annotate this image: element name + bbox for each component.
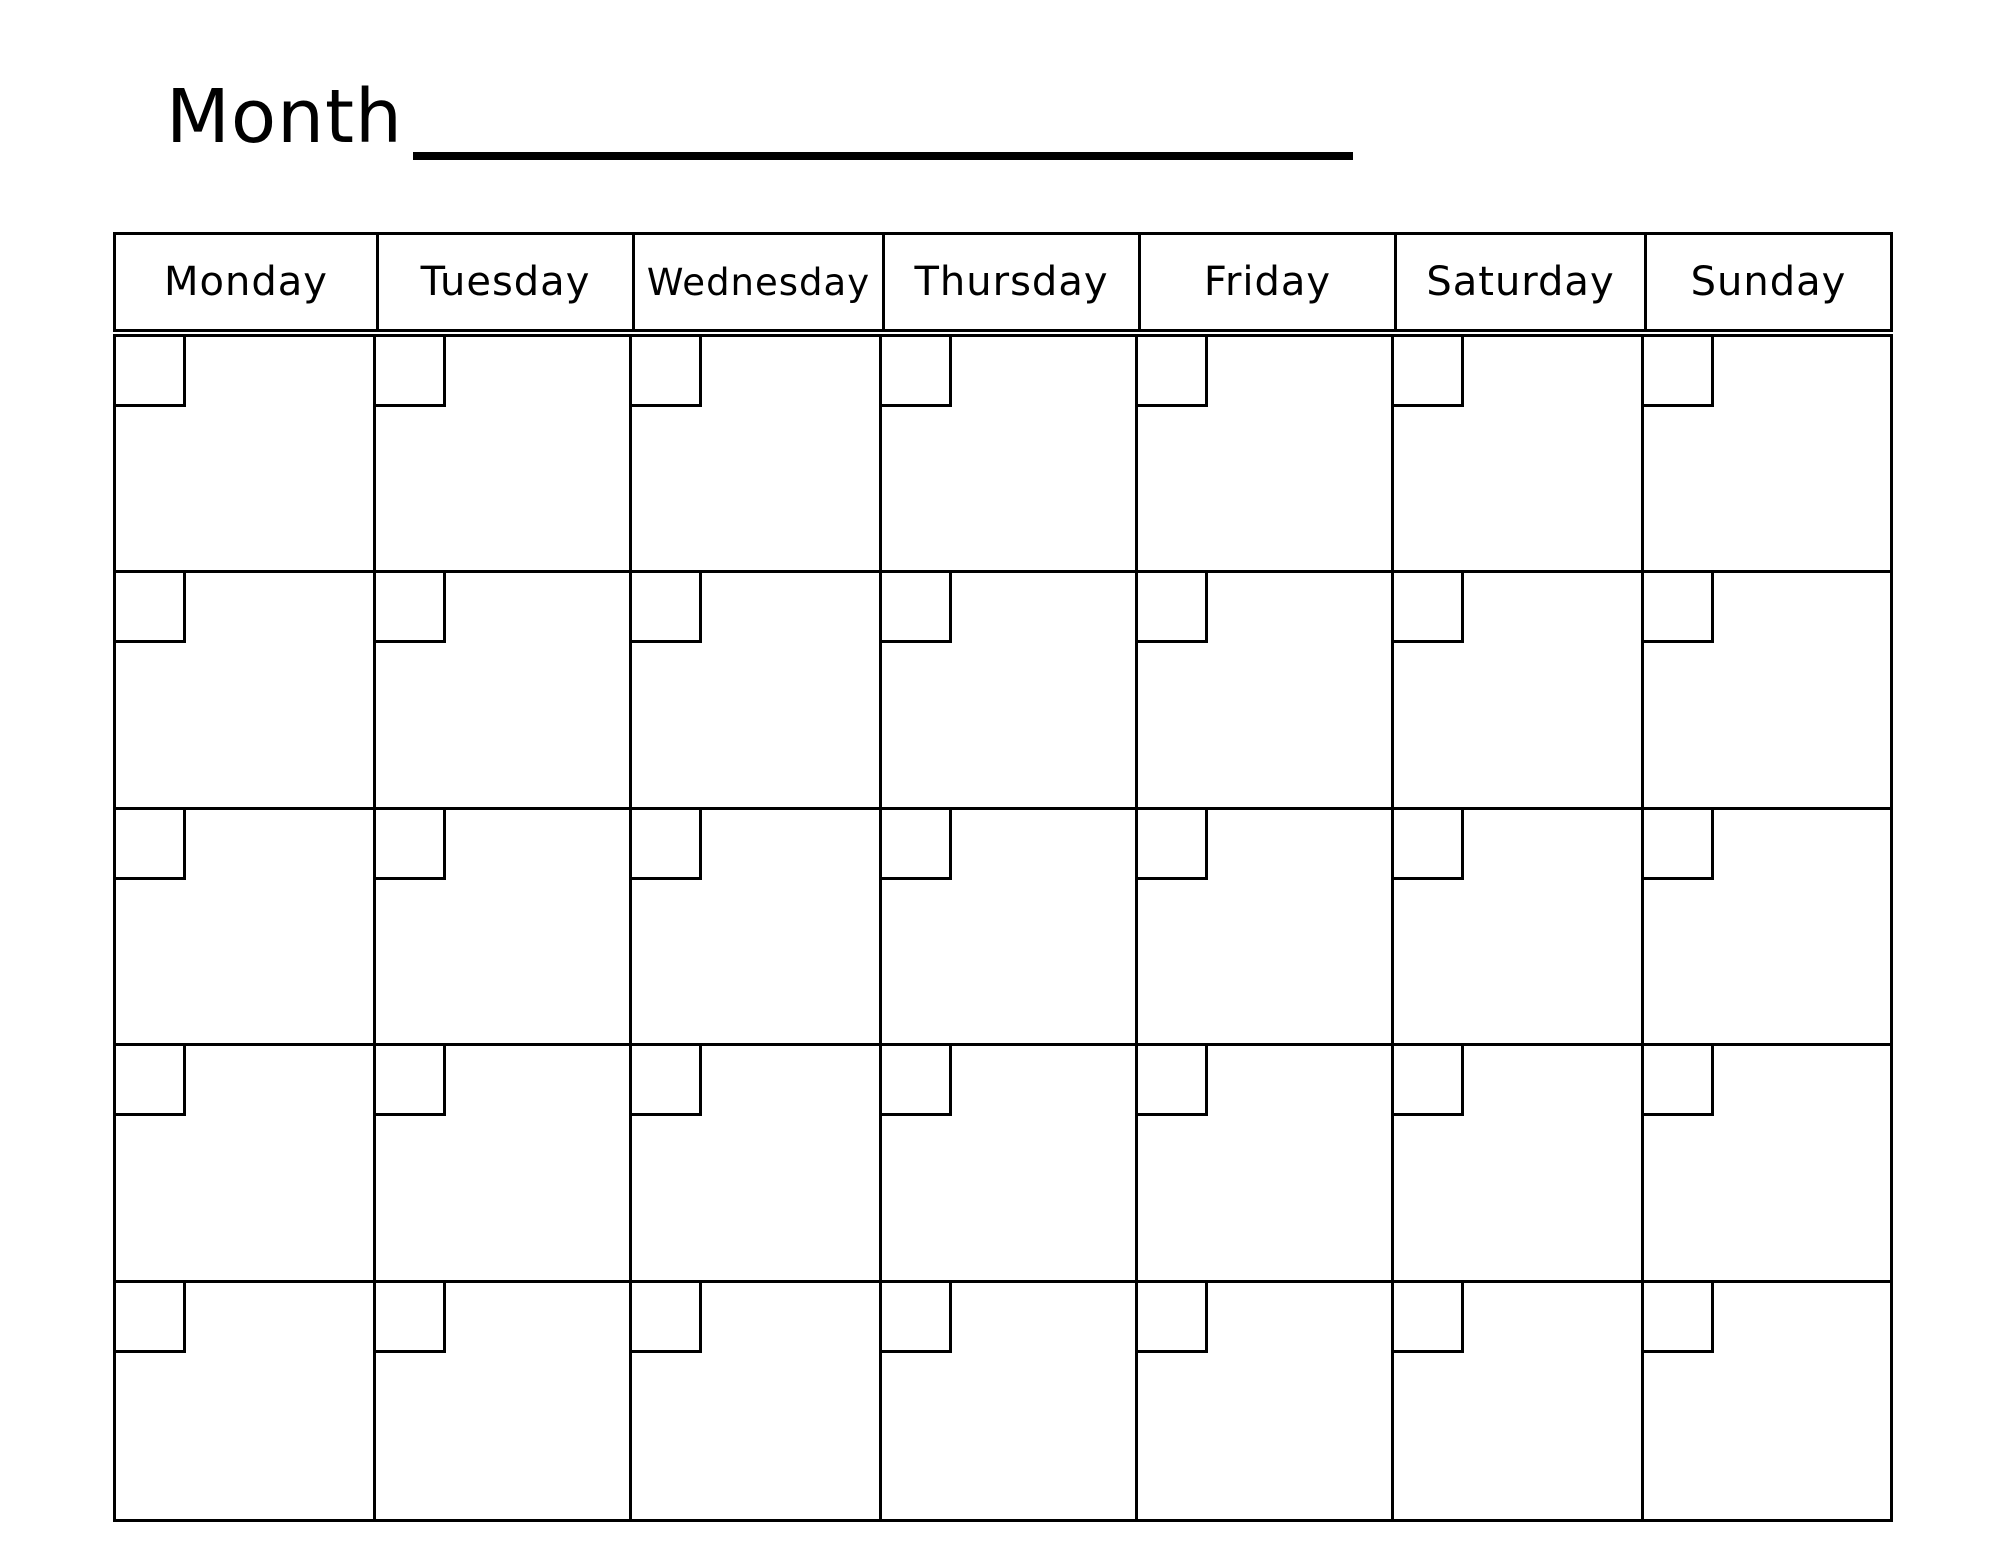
day-cell[interactable]: [116, 1283, 376, 1519]
day-cell[interactable]: [1644, 1283, 1890, 1519]
date-number-box[interactable]: [882, 573, 952, 643]
date-number-box[interactable]: [632, 1046, 702, 1116]
date-number-box[interactable]: [1644, 810, 1714, 880]
date-number-box[interactable]: [882, 1046, 952, 1116]
date-number-box[interactable]: [376, 573, 446, 643]
date-number-box[interactable]: [116, 337, 186, 407]
weekday-header-tuesday: Tuesday: [376, 235, 632, 329]
date-number-box[interactable]: [376, 810, 446, 880]
date-number-box[interactable]: [116, 1046, 186, 1116]
date-number-box[interactable]: [116, 1283, 186, 1353]
date-number-box[interactable]: [632, 810, 702, 880]
day-cell[interactable]: [116, 573, 376, 809]
date-number-box[interactable]: [1138, 337, 1208, 407]
date-number-box[interactable]: [1138, 1046, 1208, 1116]
date-number-box[interactable]: [1644, 337, 1714, 407]
date-number-box[interactable]: [116, 810, 186, 880]
date-number-box[interactable]: [882, 337, 952, 407]
date-number-box[interactable]: [632, 1283, 702, 1353]
date-number-box[interactable]: [1644, 1283, 1714, 1353]
day-cell[interactable]: [1644, 337, 1890, 573]
day-cell[interactable]: [882, 337, 1138, 573]
month-label: Month: [166, 74, 403, 160]
weekday-header-saturday: Saturday: [1394, 235, 1644, 329]
weekday-header-wednesday: Wednesday: [632, 235, 882, 329]
day-cell[interactable]: [1138, 337, 1394, 573]
date-number-box[interactable]: [882, 810, 952, 880]
day-cell[interactable]: [116, 810, 376, 1046]
day-cell[interactable]: [376, 573, 632, 809]
day-cell[interactable]: [882, 810, 1138, 1046]
date-number-box[interactable]: [1394, 1046, 1464, 1116]
day-cell[interactable]: [1138, 573, 1394, 809]
day-cell[interactable]: [882, 573, 1138, 809]
day-cell[interactable]: [376, 810, 632, 1046]
date-number-box[interactable]: [1138, 1283, 1208, 1353]
day-cell[interactable]: [376, 1046, 632, 1282]
weekday-header-friday: Friday: [1138, 235, 1394, 329]
date-number-box[interactable]: [1138, 810, 1208, 880]
date-number-box[interactable]: [1644, 573, 1714, 643]
day-cell[interactable]: [1394, 337, 1644, 573]
calendar: [113, 232, 1893, 1522]
date-number-box[interactable]: [632, 573, 702, 643]
date-number-box[interactable]: [1394, 1283, 1464, 1353]
day-cell[interactable]: [116, 1046, 376, 1282]
day-cell[interactable]: [632, 1046, 882, 1282]
date-number-box[interactable]: [882, 1283, 952, 1353]
day-cell[interactable]: [882, 1046, 1138, 1282]
month-header: [166, 62, 1366, 172]
day-cell[interactable]: [1138, 1283, 1394, 1519]
date-number-box[interactable]: [1394, 810, 1464, 880]
month-write-in-line[interactable]: [413, 152, 1353, 160]
weekday-header-sunday: Sunday: [1644, 235, 1890, 329]
day-cell[interactable]: [376, 337, 632, 573]
day-cell[interactable]: [1138, 810, 1394, 1046]
day-cell[interactable]: [882, 1283, 1138, 1519]
day-cell[interactable]: [632, 1283, 882, 1519]
day-cell[interactable]: [1644, 573, 1890, 809]
day-cell[interactable]: [1394, 810, 1644, 1046]
weekday-header-row: [113, 232, 1893, 332]
day-cell[interactable]: [632, 337, 882, 573]
day-cell[interactable]: [1138, 1046, 1394, 1282]
day-grid: [113, 334, 1893, 1522]
weekday-header-thursday: Thursday: [882, 235, 1138, 329]
day-cell[interactable]: [632, 810, 882, 1046]
date-number-box[interactable]: [376, 1046, 446, 1116]
weekday-header-monday: Monday: [164, 259, 328, 305]
day-cell[interactable]: [1394, 1283, 1644, 1519]
day-cell[interactable]: [116, 337, 376, 573]
day-cell[interactable]: [1394, 573, 1644, 809]
date-number-box[interactable]: [1138, 573, 1208, 643]
day-cell[interactable]: [632, 573, 882, 809]
date-number-box[interactable]: [1394, 573, 1464, 643]
date-number-box[interactable]: [116, 573, 186, 643]
date-number-box[interactable]: [376, 1283, 446, 1353]
day-cell[interactable]: [1644, 810, 1890, 1046]
date-number-box[interactable]: [1394, 337, 1464, 407]
day-cell[interactable]: [376, 1283, 632, 1519]
date-number-box[interactable]: [376, 337, 446, 407]
date-number-box[interactable]: [632, 337, 702, 407]
day-cell[interactable]: [1394, 1046, 1644, 1282]
date-number-box[interactable]: [1644, 1046, 1714, 1116]
day-cell[interactable]: [1644, 1046, 1890, 1282]
